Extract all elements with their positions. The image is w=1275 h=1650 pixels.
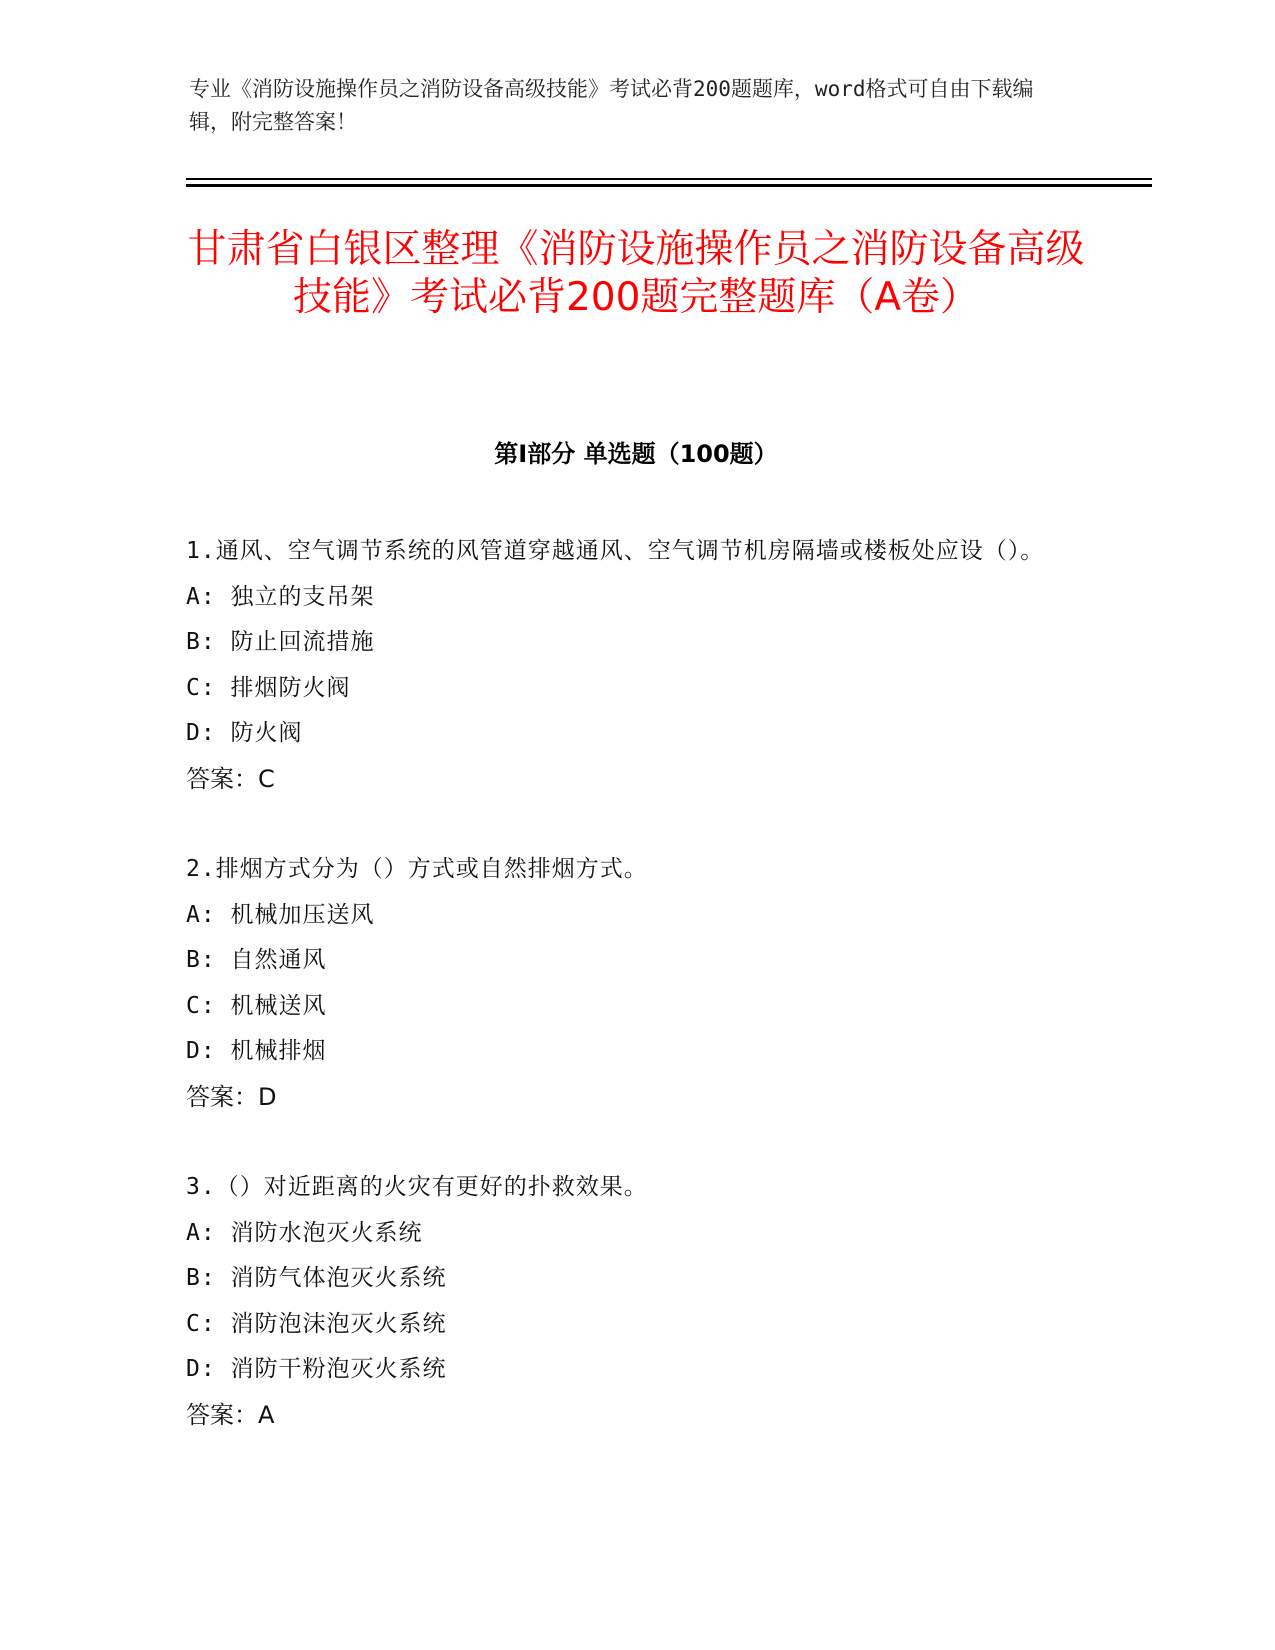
option-b: B: 自然通风 (186, 947, 327, 973)
answer-line: 答案：C (186, 764, 275, 793)
option-a: A: 独立的支吊架 (186, 583, 375, 610)
answer-line: 答案：A (186, 1400, 275, 1429)
option-d: D: 机械排烟 (186, 1038, 327, 1064)
question-2 (186, 847, 1066, 1120)
answer-line: 答案：D (186, 1082, 277, 1111)
option-c: C: 机械送风 (186, 992, 327, 1019)
header-rule-thick (186, 184, 1152, 187)
question-3 (186, 1165, 1066, 1438)
question-list (186, 529, 1066, 1483)
question-text: 3.（）对近距离的火灾有更好的扑救效果。 (186, 1174, 648, 1200)
option-a: A: 消防水泡灭火系统 (186, 1219, 423, 1246)
question-text: 2.排烟方式分为（）方式或自然排烟方式。 (186, 856, 648, 882)
document-title: 甘肃省白银区整理《消防设施操作员之消防设备高级技能》考试必背200题完整题库（A卷） (187, 227, 1085, 320)
section-heading: 第Ⅰ部分 单选题（100题） (494, 440, 778, 468)
option-b: B: 防止回流措施 (186, 629, 375, 655)
option-c: C: 消防泡沫泡灭火系统 (186, 1310, 447, 1337)
intro-text: 专业《消防设施操作员之消防设备高级技能》考试必背200题题库，word格式可自由下载编辑，附完整答案！ (189, 77, 1034, 134)
option-c: C: 排烟防火阀 (186, 674, 351, 701)
header-rule-thin (186, 178, 1152, 180)
option-d: D: 消防干粉泡灭火系统 (186, 1356, 447, 1382)
option-a: A: 机械加压送风 (186, 901, 375, 928)
question-text: 1.通风、空气调节系统的风管道穿越通风、空气调节机房隔墙或楼板处应设（）。 (186, 538, 1045, 564)
question-1 (186, 529, 1066, 802)
option-b: B: 消防气体泡灭火系统 (186, 1265, 447, 1291)
option-d: D: 防火阀 (186, 720, 303, 746)
